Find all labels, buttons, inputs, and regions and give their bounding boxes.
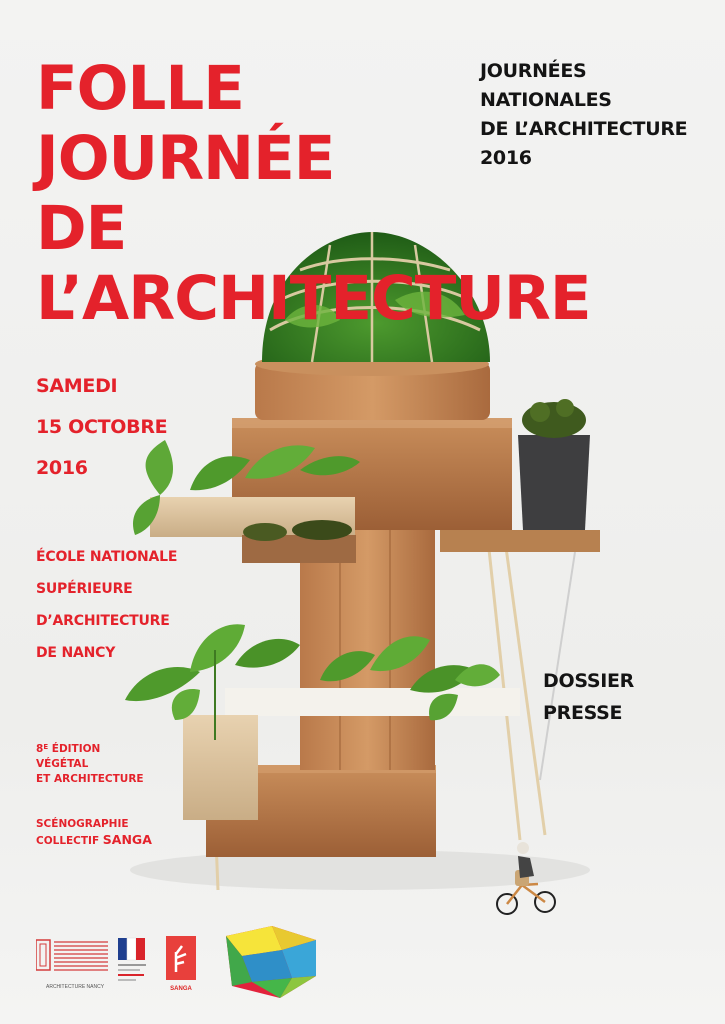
title-line-3: DE <box>36 193 127 264</box>
sanga-logo-label: SANGA <box>170 986 192 992</box>
edition-info <box>36 740 144 787</box>
date-year: 2016 <box>36 457 88 479</box>
ensan-logo <box>36 932 112 992</box>
sanga-logo <box>164 932 198 992</box>
dossier-line-1: DOSSIER <box>543 670 635 692</box>
edition-line-2: VÉGÉTAL <box>36 758 89 770</box>
title-line-4: L’ARCHITECTURE <box>36 263 591 334</box>
event-date <box>36 366 167 489</box>
date-day: SAMEDI <box>36 375 118 397</box>
school-line-4: DE NANCY <box>36 645 116 661</box>
edition-superscript: E <box>43 743 49 751</box>
event-line-1: JOURNÉES <box>480 60 587 82</box>
press-kit-label <box>543 665 634 729</box>
event-line-4: 2016 <box>480 147 532 169</box>
title-line-2: JOURNÉE <box>36 123 335 194</box>
dossier-line-2: PRESSE <box>543 702 623 724</box>
event-name <box>480 57 687 173</box>
ministry-logo <box>116 932 156 992</box>
ensan-logo-label: ARCHITECTURE NANCY <box>46 984 105 990</box>
venue-school <box>36 541 177 669</box>
school-line-2: SUPÉRIEURE <box>36 581 133 597</box>
scenography-label: SCÉNOGRAPHIE <box>36 818 129 830</box>
edition-line-1 <box>36 740 144 757</box>
edition-word: ÉDITION <box>48 743 101 755</box>
school-line-3: D’ARCHITECTURE <box>36 613 170 629</box>
event-line-2: NATIONALES <box>480 89 612 111</box>
title-line-1: FOLLE <box>36 53 244 124</box>
school-line-1: ÉCOLE NATIONALE <box>36 549 178 565</box>
ensan-logo-mark <box>36 932 112 984</box>
scenography-credit <box>36 817 152 849</box>
edition-number: 8 <box>36 743 44 755</box>
collective-name: SANGA <box>102 832 152 847</box>
date-day-month: 15 OCTOBRE <box>36 416 168 438</box>
partner-logos <box>30 918 350 998</box>
scenography-line-2 <box>36 832 152 849</box>
jna-polyhedron-logo <box>222 920 322 1000</box>
scenography-prefix: COLLECTIF <box>36 835 103 847</box>
edition-line-3: ET ARCHITECTURE <box>36 773 144 785</box>
event-line-3: DE L’ARCHITECTURE <box>480 118 688 140</box>
